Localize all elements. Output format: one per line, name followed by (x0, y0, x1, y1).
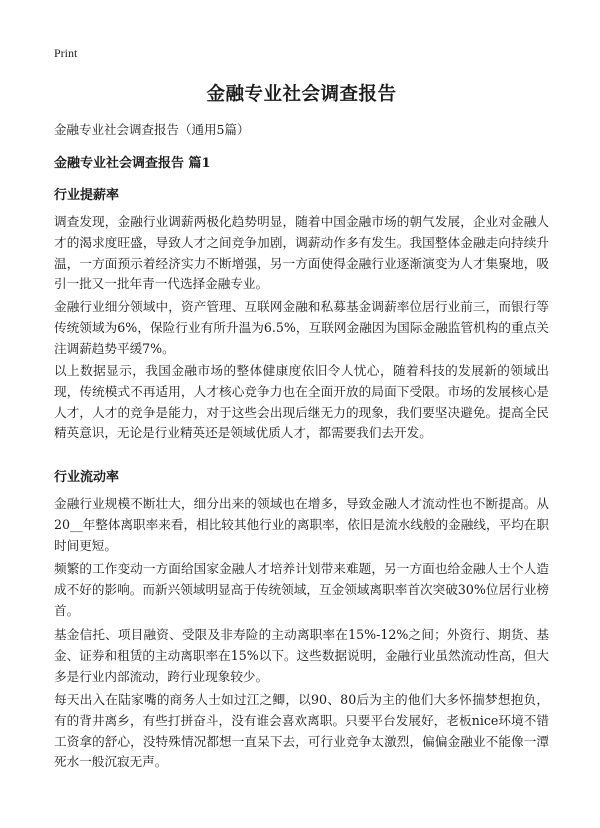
paragraph: 调查发现，金融行业调薪两极化趋势明显，随着中国金融市场的朝气发展，企业对金融人才的渴求度旺盛，导致人才之间竞争加剧，调薪动作多有发生。我国整体金融走向持续升温，一方面预示着经济实力不断增强，另一方面使得金融行业逐渐演变为人才集聚地，吸引一批又一批年青一代选择金融专业。 (54, 214, 549, 292)
paragraph: 以上数据显示，我国金融市场的整体健康度依旧令人忧心，随着科技的发展新的领域出现，传统模式不再适用，人才核心竞争力也在全面开放的局面下受限。市场的发展核心是人才，人才的竞争是能力，对于这些会出现后继无力的现象，我们要坚决避免。提高全民精英意识，无论是行业精英还是领域优质人才，都需要我们去开发。 (54, 363, 549, 441)
document-subtitle: 金融专业社会调查报告（通用5篇） (54, 122, 250, 137)
section-heading-salary-raise: 行业提薪率 (54, 188, 120, 203)
article-heading: 金融专业社会调查报告 篇1 (54, 156, 211, 171)
paragraph: 每天出入在陆家嘴的商务人士如过江之鲫，以90、80后为主的他们大多怀揣梦想抱负，有的背井离乡，有些打拼奋斗，没有谁会喜欢离职。只要平台发展好，老板nice环境不错工资拿的舒心，没特殊情况都想一直呆下去，可行业竞争太激烈，偏偏金融业不能像一潭死水一般沉寂无声。 (54, 692, 549, 770)
paragraph: 金融行业规模不断壮大，细分出来的领域也在增多，导致金融人才流动性也不断提高。从20__年整体离职率来看，相比较其他行业的离职率，依旧是流水线般的金融线，平均在职时间更短。 (54, 496, 549, 553)
document-title: 金融专业社会调查报告 (206, 84, 397, 105)
section-heading-turnover-rate: 行业流动率 (54, 470, 120, 485)
paragraph: 频繁的工作变动一方面给国家金融人才培养计划带来难题，另一方面也给金融人士个人造成不好的影响。而新兴领域明显高于传统领域，互金领域离职率首次突破30%位居行业榜首。 (54, 561, 549, 618)
paragraph: 基金信托、项目融资、受限及非寿险的主动离职率在15%-12%之间；外资行、期货、基金、证券和租赁的主动离职率在15%以下。这些数据说明，金融行业虽然流动性高，但大多是行业内部流动，跨行业现象较少。 (54, 627, 549, 684)
paragraph: 金融行业细分领域中，资产管理、互联网金融和私募基金调薪率位居行业前三，而银行等传统领域为6%，保险行业有所升温为6.5%，互联网金融因为国际金融监管机构的重点关注调薪趋势平缓7%。 (54, 299, 549, 356)
print-label: Print (54, 46, 78, 60)
